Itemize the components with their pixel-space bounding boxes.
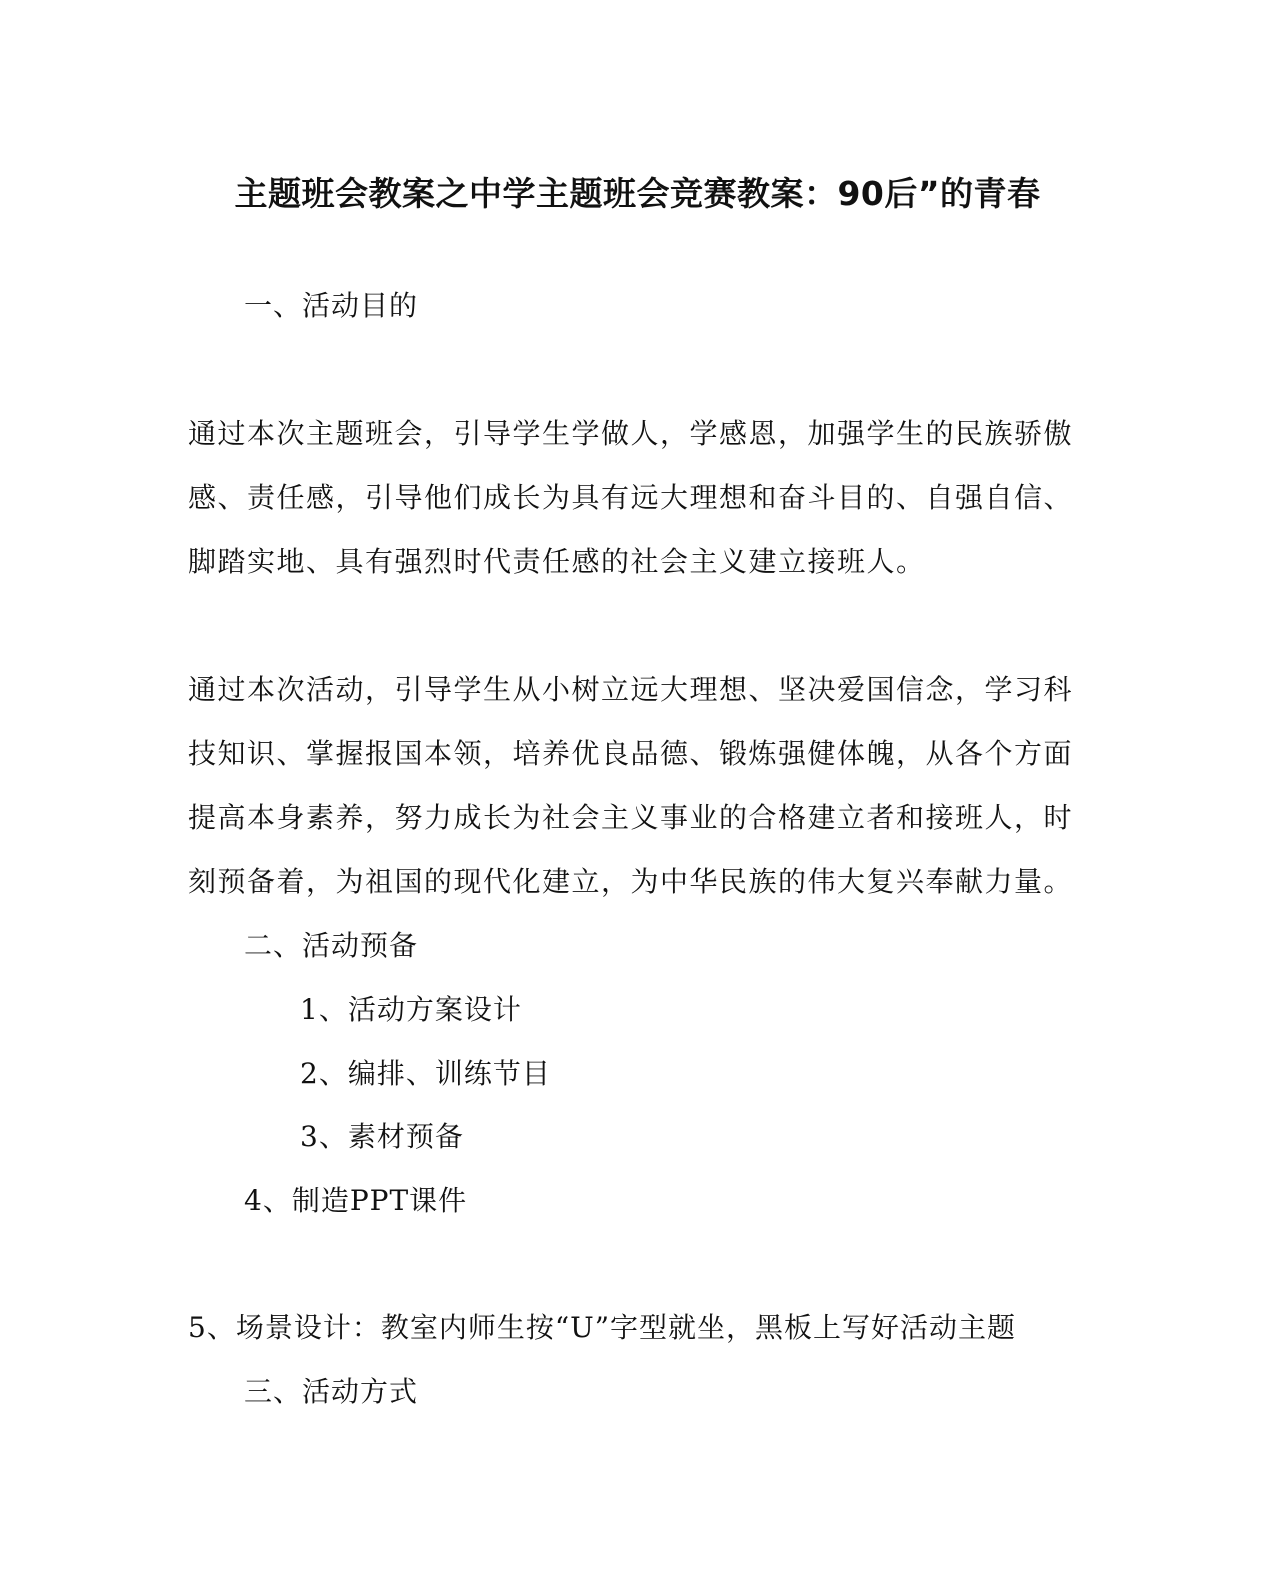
paragraph-line: 刻预备着，为祖国的现代化建立，为中华民族的伟大复兴奉献力量。	[188, 865, 1074, 898]
prep-item: 1、活动方案设计	[300, 993, 522, 1026]
section-heading-preparation: 二、活动预备	[244, 929, 419, 962]
paragraph-line: 提高本身素养，努力成长为社会主义事业的合格建立者和接班人，时	[188, 801, 1074, 834]
prep-item: 5、场景设计：教室内师生按“U”字型就坐，黑板上写好活动主题	[188, 1311, 1017, 1344]
paragraph-line: 脚踏实地、具有强烈时代责任感的社会主义建立接班人。	[188, 545, 926, 578]
paragraph-line: 通过本次主题班会，引导学生学做人，学感恩，加强学生的民族骄傲	[188, 417, 1074, 450]
paragraph-purpose-2	[188, 658, 1074, 914]
document-title: 主题班会教案之中学主题班会竞赛教案：90后”的青春	[234, 174, 1041, 213]
paragraph-line: 感、责任感，引导他们成长为具有远大理想和奋斗目的、自强自信、	[188, 481, 1074, 514]
prep-item: 4、制造PPT课件	[244, 1184, 468, 1217]
section-heading-purpose: 一、活动目的	[244, 289, 419, 322]
prep-item: 3、素材预备	[300, 1120, 464, 1153]
prep-item: 2、编排、训练节目	[300, 1057, 551, 1090]
paragraph-purpose-1	[188, 402, 1074, 594]
paragraph-line: 通过本次活动，引导学生从小树立远大理想、坚决爱国信念，学习科	[188, 673, 1074, 706]
section-heading-format: 三、活动方式	[244, 1375, 419, 1408]
paragraph-line: 技知识、掌握报国本领，培养优良品德、锻炼强健体魄，从各个方面	[188, 737, 1074, 770]
